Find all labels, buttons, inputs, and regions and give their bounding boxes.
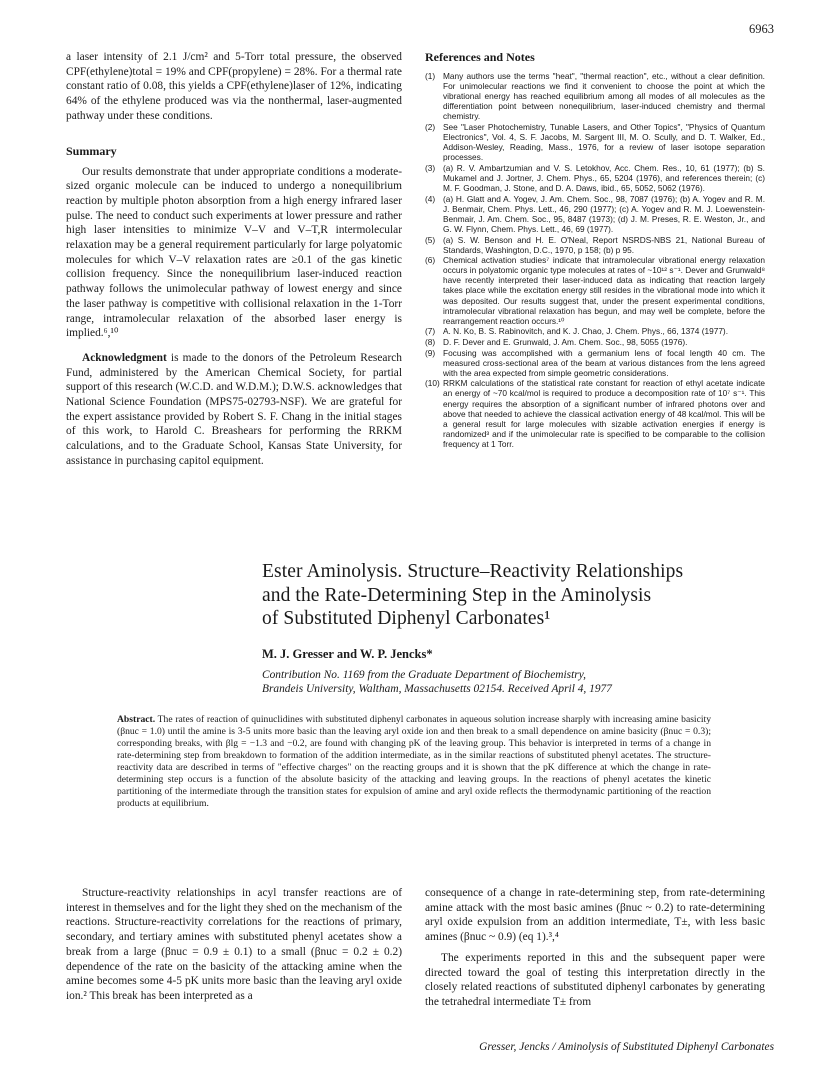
reference-text: Focusing was accomplished with a germanium lens of focal length 40 cm. The measured cross-sectional area of the beam at various distances from the lens agreed with the area expected from simple geometric considerations.: [443, 347, 765, 378]
acknowledgment-text: is made to the donors of the Petroleum Research Fund, administered by the American Chemical Society, for partial support of this research (W.C.D. and W.D.M.); D.W.S. acknowledges that National Science Foundation (MPS75-02793-NSF). We are grateful for the expert assistance provided by Robert S. F. Chang in the initial stages of this work, to Harold C. Breashears for performing the RRKM calculations, and to the Graduate School, Kansas State University, for assistance in purchasing capitol equipment.: [66, 351, 402, 467]
references-column: [425, 50, 765, 449]
acknowledgment-label: Acknowledgment: [82, 351, 167, 364]
title-line-3: of Substituted Diphenyl Carbonates¹: [262, 608, 551, 629]
reference-number: (8): [425, 336, 436, 347]
reference-item: [425, 122, 765, 162]
reference-number: (1): [425, 71, 436, 81]
page-number: 6963: [749, 22, 774, 36]
article-title: [262, 560, 782, 631]
affiliation-line-1: Contribution No. 1169 from the Graduate Department of Biochemistry,: [262, 668, 586, 681]
running-footer: Gresser, Jencks / Aminolysis of Substituted Diphenyl Carbonates: [479, 1041, 774, 1053]
reference-item: [425, 71, 765, 121]
reference-text: RRKM calculations of the statistical rate constant for reaction of ethyl acetate indicate an energy of ~70 kcal/mol is required to produce a decomposition rate of 10⁷ s⁻¹. This energy requires the absorption of a significant number of infrared photons over and above that needed to achieve the classical activation energy of 48 kcal/mol. This will be a general result for large molecules with sizable activation energies if energy is randomized³ and if the unimolecular rate is specified to be comparable to the collision frequency at 1 Torr.: [443, 378, 765, 449]
article-body-right: [425, 886, 765, 1010]
article-authors: M. J. Gresser and W. P. Jencks*: [262, 646, 433, 661]
reference-item: [425, 255, 765, 326]
summary-paragraph: Our results demonstrate that under appropriate conditions a moderate-sized organic molecule can be induced to undergo a nonequilibrium reaction by multiple photon absorption from a high energy infrared laser pulse. The need to conduct such experiments at lower pressure and rather high laser intensities to minimize V–V and V–T,R intermolecular relaxation may be a general requirement particularly for large polyatomic molecules for which V–V relaxation rates are ≥0.1 of the gas kinetic collision frequency. Since the nonequilibrium laser-induced reaction pathway follows the unimolecular pathway of lowest energy and since the laser pathway is competitive with collisional relaxation in the 1-Torr range, intramolecular relaxation of the absorbed laser energy is implied.⁶,¹⁰: [66, 165, 402, 340]
reference-number: (6): [425, 255, 436, 266]
reference-item: [425, 348, 765, 378]
reference-item: [425, 194, 765, 234]
summary-heading: Summary: [66, 143, 117, 158]
reference-item: [425, 337, 765, 347]
reference-number: (2): [425, 121, 436, 132]
reference-number: (4): [425, 193, 436, 204]
article-body-left: [66, 886, 402, 1004]
reference-text: A. N. Ko, B. S. Rabinovitch, and K. J. Chao, J. Chem. Phys., 66, 1374 (1977).: [443, 326, 729, 337]
title-line-1: Ester Aminolysis. Structure–Reactivity Relationships: [262, 561, 684, 582]
reference-number: (5): [425, 234, 436, 245]
title-line-2: and the Rate-Determining Step in the Aminolysis: [262, 584, 652, 606]
reference-item: [425, 326, 765, 336]
left-column: [66, 50, 402, 469]
reference-text: Chemical activation studies⁷ indicate that intramolecular vibrational energy relaxation occurs in polyatomic organic type molecules at rates of ~10¹² s⁻¹. Dever and Grunwald⁸ have recently interpreted their laser-induced data as indicating that reaction largely takes place while the excitation energy still resides in the vibrational mode into which it was deposited. Our results suggest that, under the present experimental conditions, intramolecular vibrational relaxation has begun, and may well be complete, before the rearrangement reaction occurs.¹⁰: [443, 255, 765, 326]
reference-item: [425, 378, 765, 449]
abstract: [117, 714, 711, 810]
reference-number: (7): [425, 326, 436, 337]
reference-text: Many authors use the terms "heat", "thermal reaction", etc., without a clear definition. For unimolecular reactions we find it convenient to choose the point at which the vibrational energy has reached equilibrium among all modes of all molecules as the differentiation point between nonequilibrium, laser-induced chemistry and thermal chemistry.: [443, 71, 765, 122]
reference-number: (10): [425, 378, 440, 389]
article-header: [262, 560, 782, 696]
reference-text: D. F. Dever and E. Grunwald, J. Am. Chem. Soc., 98, 5055 (1976).: [443, 336, 688, 347]
reference-item: [425, 235, 765, 255]
body-paragraph: The experiments reported in this and the subsequent paper were directed toward the goal of testing this interpretation directly in the closely related reactions of substituted diphenyl carbonates by generating the tetrahedral intermediate T± from: [425, 951, 765, 1008]
article-affiliation: [262, 668, 782, 696]
reference-number: (9): [425, 347, 436, 358]
intro-paragraph: a laser intensity of 2.1 J/cm² and 5-Torr total pressure, the observed CPF(ethylene)total = 19% and CPF(propylene) = 28%. For a thermal rate constant ratio of 0.08, this yields a CPF(ethylene)laser of 12%, indicating 64% of the ethylene produced was via the nonthermal, laser-augmented pathway under these conditions.: [66, 51, 402, 122]
reference-text: (a) S. W. Benson and H. E. O'Neal, Report NSRDS-NBS 21, National Bureau of Standards, Washington, D.C., 1970, p 158; (b) p 95.: [443, 234, 765, 255]
acknowledgment-paragraph: [66, 351, 402, 469]
references-heading: References and Notes: [425, 50, 535, 64]
abstract-label: Abstract.: [117, 714, 156, 725]
affiliation-line-2: Brandeis University, Waltham, Massachusetts 02154. Received April 4, 1977: [262, 682, 612, 695]
abstract-text: The rates of reaction of quinuclidines with substituted diphenyl carbonates in aqueous solution increase sharply with increasing amine basicity (βnuc = 1.0) until the amine is 3-5 units more basic than the leaving aryl oxide ion and then break to a small dependence on amine basicity (βnuc = 0.3); corresponding breaks, with βlg = −1.3 and −0.2, are found with changing pK of the leaving group. This behavior is interpreted in terms of a change in rate-determining step from breakdown to formation of the addition intermediate, as in the similar reactions of substituted phenyl acetates. The structure-reactivity data are described in terms of "effective charges" on the reacting groups and it is shown that the pK difference at which the change in rate-determining step occurs is a function of the absolute basicity of the attacking and leaving groups. In the reactions of phenyl acetates the kinetic partitioning of the intermediate through the transition states for expulsion of amine and aryl oxide reflects the thermodynamic partitioning of the reaction products at equilibrium.: [117, 714, 711, 809]
reference-number: (3): [425, 162, 436, 173]
body-paragraph: consequence of a change in rate-determining step, from rate-determining amine attack with the most basic amines (βnuc ~ 0.2) to rate-determining aryl oxide expulsion from an addition intermediate, T±, with less basic amines (βnuc ~ 0.9) (eq 1).³,⁴: [425, 887, 765, 944]
reference-text: (a) R. V. Ambartzumian and V. S. Letokhov, Acc. Chem. Res., 10, 61 (1977); (b) S. Mukamel and J. Jortner, J. Chem. Phys., 65, 5204 (1976), and references therein; (c) M. F. Goodman, J. Stone, and D. A. Daws, ibid., 65, 5052, 5062 (1976).: [443, 162, 765, 194]
reference-item: [425, 163, 765, 193]
reference-list: [425, 71, 765, 449]
reference-text: See "Laser Photochemistry, Tunable Lasers, and Other Topics", "Physics of Quantum Electronics", Vol. 4, S. F. Jacobs, M. Sargent III, M. O. Scully, and D. T. Walker, Ed., Addison-Wesley, Reading, Mass., 1976, for a review of laser isotope separation processes.: [443, 121, 765, 163]
body-paragraph: Structure-reactivity relationships in acyl transfer reactions are of interest in themselves and for the light they shed on the mechanism of the reactions. Structure-reactivity correlations for the reactions of primary, secondary, and tertiary amines with substituted phenyl acetates show a break from a large (βnuc = 0.9 ± 0.1) to a small (βnuc = 0.2 ± 0.2) dependence of the rate on the basicity of the attacking amine when the amine becomes some 4-5 pK units more basic than the leaving aryl oxide ion.² This break has been interpreted as a: [66, 887, 402, 1002]
reference-text: (a) H. Glatt and A. Yogev, J. Am. Chem. Soc., 98, 7087 (1976); (b) A. Yogev and R. M. J. Benmair, Chem. Phys. Lett., 46, 290 (1977); (c) A. Yogev and R. M. J. Loewenstein-Benmair, J. Am. Chem. Soc., 95, 8487 (1973); (d) J. M. Preses, R. E. Weston, Jr., and G. W. Flynn, Chem. Phys. Lett., 46, 69 (1977).: [443, 193, 765, 234]
